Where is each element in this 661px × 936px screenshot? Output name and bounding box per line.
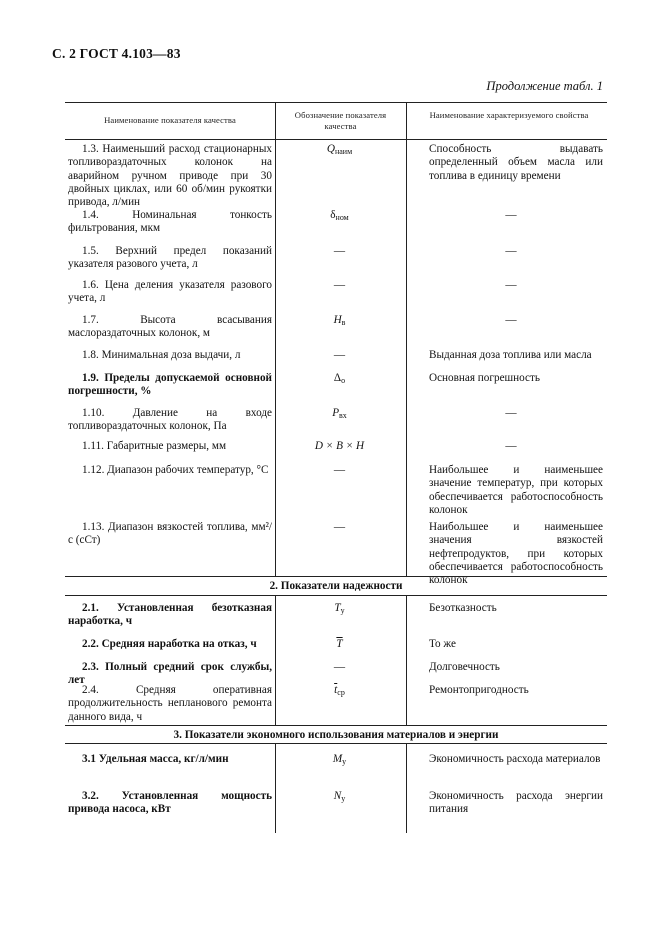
- indicator-symbol: —: [333, 349, 346, 361]
- indicator-name: [68, 753, 272, 766]
- indicator-symbol: $M_у$: [332, 753, 347, 766]
- indicator-property: Долговечность: [429, 661, 500, 673]
- indicator-name: [68, 638, 272, 651]
- column-divider: [275, 102, 276, 576]
- indicator-text: Полный средний срок службы, лет: [68, 661, 273, 687]
- indicator-symbol: —: [333, 661, 346, 673]
- indicator-name: [68, 464, 272, 477]
- indicator-number: 1.4.: [82, 209, 99, 221]
- indicator-property: Экономичность расхода энергии питания: [429, 790, 603, 816]
- indicator-text: Наименьший расход стационарных топливораздаточных колонок на аварийном ручном приводе при 30 двойных циклах, или 60 об/мин рукоятки привода, л/мин: [68, 143, 272, 209]
- indicator-property: —: [505, 279, 517, 291]
- page-header: С. 2 ГОСТ 4.103—83: [52, 46, 181, 61]
- indicator-text: Габаритные размеры, мм: [106, 440, 227, 452]
- indicator-text: Верхний предел показаний указателя разового учета, л: [68, 245, 273, 271]
- column-divider: [406, 743, 407, 833]
- indicator-name: [68, 209, 272, 236]
- indicator-text: Средняя оперативная продолжительность непланового ремонта данного вида, ч: [68, 684, 273, 723]
- indicator-property: —: [505, 407, 517, 419]
- indicator-number: 1.7.: [82, 314, 99, 326]
- indicator-symbol: $\delta_{ном}$: [330, 209, 349, 222]
- indicator-name: [68, 684, 272, 724]
- indicator-name: [68, 521, 272, 548]
- indicator-name: [68, 790, 272, 817]
- section-title-reliability: 2. Показатели надежности: [269, 580, 403, 592]
- indicator-number: 3.1: [82, 753, 96, 765]
- indicator-property: —: [505, 440, 517, 452]
- indicator-symbol: $T_у$: [334, 602, 345, 615]
- indicator-symbol: $Q_{наим}$: [326, 143, 353, 156]
- indicator-number: 1.9.: [82, 372, 99, 384]
- indicator-text: Пределы допускаемой основной погрешности, %: [68, 372, 272, 398]
- indicator-name: [68, 279, 272, 306]
- indicator-number: 1.11.: [82, 440, 104, 452]
- indicator-name: [68, 349, 272, 362]
- indicator-number: 2.2.: [82, 638, 99, 650]
- indicator-symbol: D × B × H: [314, 440, 365, 452]
- indicator-symbol: —: [333, 464, 346, 476]
- table-header-rule: [65, 139, 607, 140]
- table-continuation-label: Продолжение табл. 1: [486, 79, 603, 93]
- indicator-property: Экономичность расхода материалов: [429, 753, 601, 765]
- indicator-number: 2.3.: [82, 661, 99, 673]
- indicator-symbol: $P_{вх}$: [332, 407, 347, 420]
- indicator-name: [68, 245, 272, 272]
- indicator-number: 1.13.: [82, 521, 105, 533]
- table-top-rule: [65, 102, 607, 103]
- indicator-property: Безотказность: [429, 602, 497, 614]
- indicator-symbol: $N_у$: [333, 790, 346, 803]
- indicator-name: [68, 407, 272, 434]
- indicator-text: Диапазон вязкостей топлива, мм²/с (сСт): [68, 521, 273, 547]
- indicator-property: —: [505, 209, 517, 221]
- indicator-text: Высота всасывания маслораздаточных колонок, м: [68, 314, 272, 340]
- section-title-economy: 3. Показатели экономного использования материалов и энергии: [173, 729, 499, 741]
- indicator-number: 2.4.: [82, 684, 99, 696]
- indicator-property: То же: [429, 638, 456, 650]
- indicator-symbol: $H_в$: [333, 314, 346, 327]
- indicator-number: 1.8.: [82, 349, 99, 361]
- indicator-name: [68, 602, 272, 629]
- column-divider: [275, 743, 276, 833]
- indicator-text: Номинальная тонкость фильтрования, мкм: [68, 209, 272, 235]
- indicator-property: —: [505, 314, 517, 326]
- column-header-name: Наименование показателя качества: [104, 115, 236, 125]
- indicator-text: Минимальная доза выдачи, л: [101, 349, 241, 361]
- indicator-text: Установленная мощность привода насоса, кВт: [68, 790, 272, 816]
- indicator-name: [68, 440, 272, 453]
- indicator-symbol: $\overline{T}$: [336, 638, 343, 650]
- indicator-number: 2.1.: [82, 602, 99, 614]
- indicator-property: Основная погрешность: [429, 372, 540, 384]
- column-header-symbol: Обозначение показателя качества: [294, 110, 387, 131]
- column-divider: [275, 595, 276, 725]
- indicator-property: Способность выдавать определенный объем масла или топлива в единицу времени: [429, 143, 603, 182]
- indicator-property: Выданная доза топлива или масла: [429, 349, 592, 361]
- indicator-name: [68, 143, 272, 209]
- column-divider: [406, 102, 407, 576]
- indicator-symbol: —: [333, 245, 346, 257]
- indicator-text: Диапазон рабочих температур, °С: [107, 464, 269, 476]
- indicator-number: 1.12.: [82, 464, 105, 476]
- indicator-property: Наибольшее и наименьшее значения вязкостей нефтепродуктов, при которых обеспечивается работоспособность колонок: [429, 521, 603, 587]
- indicator-symbol: —: [333, 521, 346, 533]
- section-rule: [65, 725, 607, 726]
- indicator-symbol: —: [333, 279, 346, 291]
- indicator-text: Установленная безотказная наработка, ч: [68, 602, 272, 628]
- indicator-number: 1.3.: [82, 143, 99, 155]
- column-header-property: Наименование характеризуемого свойства: [429, 110, 589, 120]
- indicator-property: —: [505, 245, 517, 257]
- indicator-text: Средняя наработка на отказ, ч: [101, 638, 257, 650]
- indicator-text: Удельная масса, кг/л/мин: [98, 753, 229, 765]
- indicator-text: Цена деления указателя разового учета, л: [68, 279, 272, 305]
- indicator-number: 1.6.: [82, 279, 99, 291]
- indicator-symbol: $\overline{t}_{ср}$: [334, 684, 345, 697]
- indicator-name: [68, 372, 272, 399]
- section-rule: [65, 743, 607, 744]
- section-rule: [65, 595, 607, 596]
- indicator-symbol: $\Delta_o$: [333, 372, 346, 385]
- indicator-number: 1.5.: [82, 245, 99, 257]
- indicator-number: 3.2.: [82, 790, 99, 802]
- indicator-name: [68, 314, 272, 341]
- indicator-property: Ремонтопригодность: [429, 684, 529, 696]
- indicator-text: Давление на входе топливораздаточных колонок, Па: [68, 407, 272, 433]
- column-divider: [406, 595, 407, 725]
- indicator-number: 1.10.: [82, 407, 105, 419]
- indicator-property: Наибольшее и наименьшее значение температур, при которых обеспечивается работоспособность колонок: [429, 464, 603, 516]
